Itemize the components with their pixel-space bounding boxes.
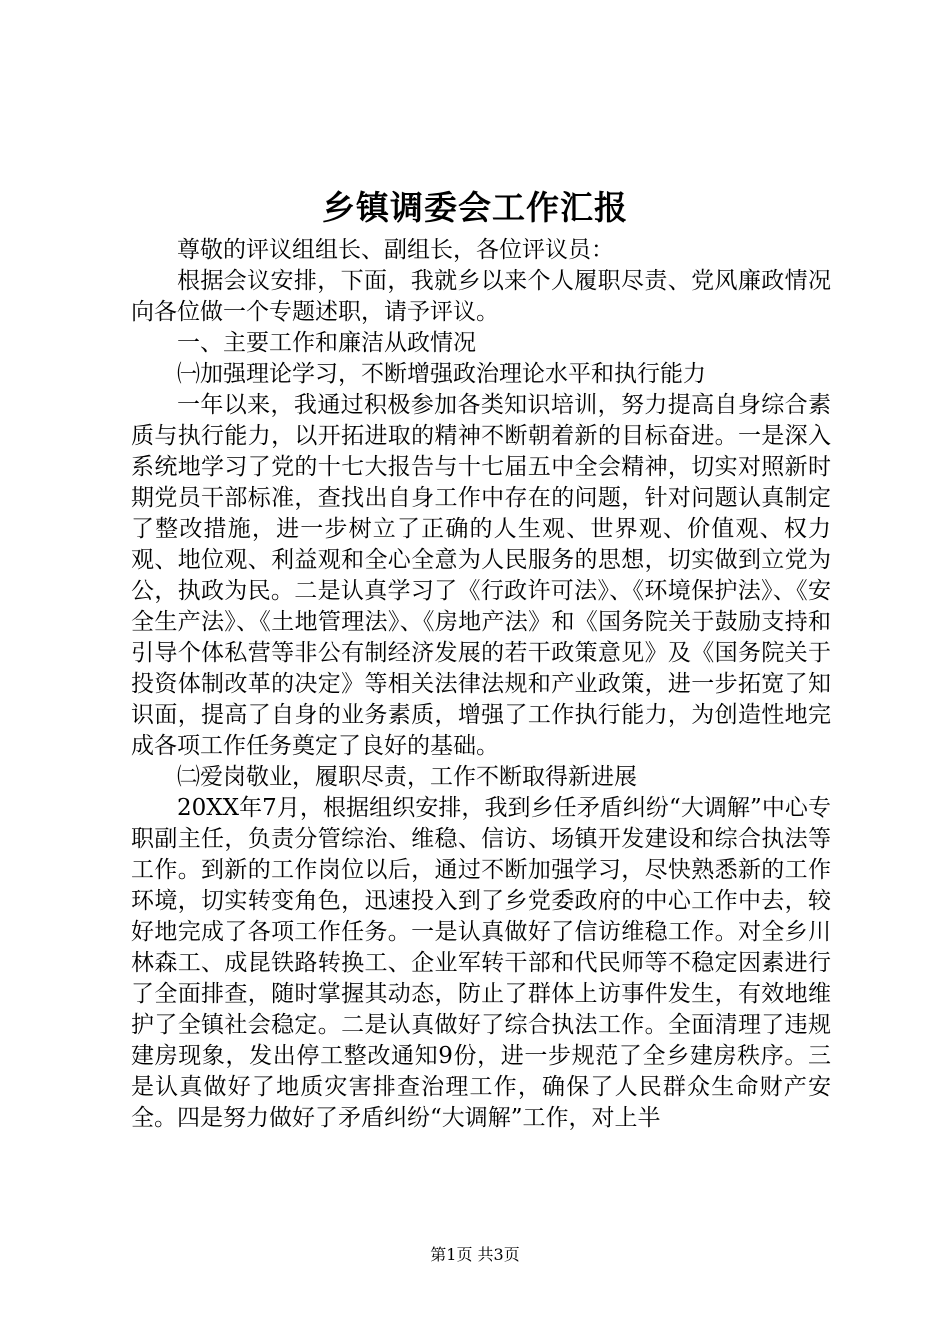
- section-heading: 一、主要工作和廉洁从政情况: [177, 330, 476, 356]
- intro-paragraph: 根据会议安排，下面，我就乡以来个人履职尽责、党风廉政情况向各位做一个专题述职，请予评议。: [131, 268, 831, 325]
- page-footer: 第1页 共3页: [430, 1245, 520, 1264]
- document-body: [131, 235, 831, 1134]
- body-paragraph: 20XX年7月，根据组织安排，我到乡任矛盾纠纷“大调解”中心专职副主任，负责分管综治、维稳、信访、场镇开发建设和综合执法等工作。到新的工作岗位以后，通过不断加强学习，尽快熟悉新的工作环境，切实转变角色，迅速投入到了乡党委政府的中心工作中去，较好地完成了各项工作任务。一是认真做好了信访维稳工作。对全乡川林森工、成昆铁路转换工、企业军转干部和代民师等不稳定因素进行了全面排查，随时掌握其动态，防止了群体上访事件发生，有效地维护了全镇社会稳定。二是认真做好了综合执法工作。全面清理了违规建房现象，发出停工整改通知9份，进一步规范了全乡建房秩序。三是认真做好了地质灾害排查治理工作，确保了人民群众生命财产安全。四是努力做好了矛盾纠纷“大调解”工作，对上半: [131, 795, 831, 1131]
- document-title: 乡镇调委会工作汇报: [322, 188, 628, 227]
- subsection-heading: ㈠加强理论学习，不断增强政治理论水平和执行能力: [177, 361, 706, 387]
- body-paragraph: 一年以来，我通过积极参加各类知识培训，努力提高自身综合素质与执行能力，以开拓进取的精神不断朝着新的目标奋进。一是深入系统地学习了党的十七大报告与十七届五中全会精神，切实对照新时期党员干部标准，查找出自身工作中存在的问题，针对问题认真制定了整改措施，进一步树立了正确的人生观、世界观、价值观、权力观、地位观、利益观和全心全意为人民服务的思想，切实做到立党为公，执政为民。二是认真学习了《行政许可法》、《环境保护法》、《安全生产法》、《土地管理法》、《房地产法》和《国务院关于鼓励支持和引导个体私营等非公有制经济发展的若干政策意见》及《国务院关于投资体制改革的决定》等相关法律法规和产业政策，进一步拓宽了知识面，提高了自身的业务素质，增强了工作执行能力，为创造性地完成各项工作任务奠定了良好的基础。: [131, 392, 831, 759]
- subsection-heading: ㈡爱岗敬业，履职尽责，工作不断取得新进展: [177, 764, 637, 790]
- salutation-paragraph: 尊敬的评议组组长、副组长，各位评议员：: [177, 237, 614, 263]
